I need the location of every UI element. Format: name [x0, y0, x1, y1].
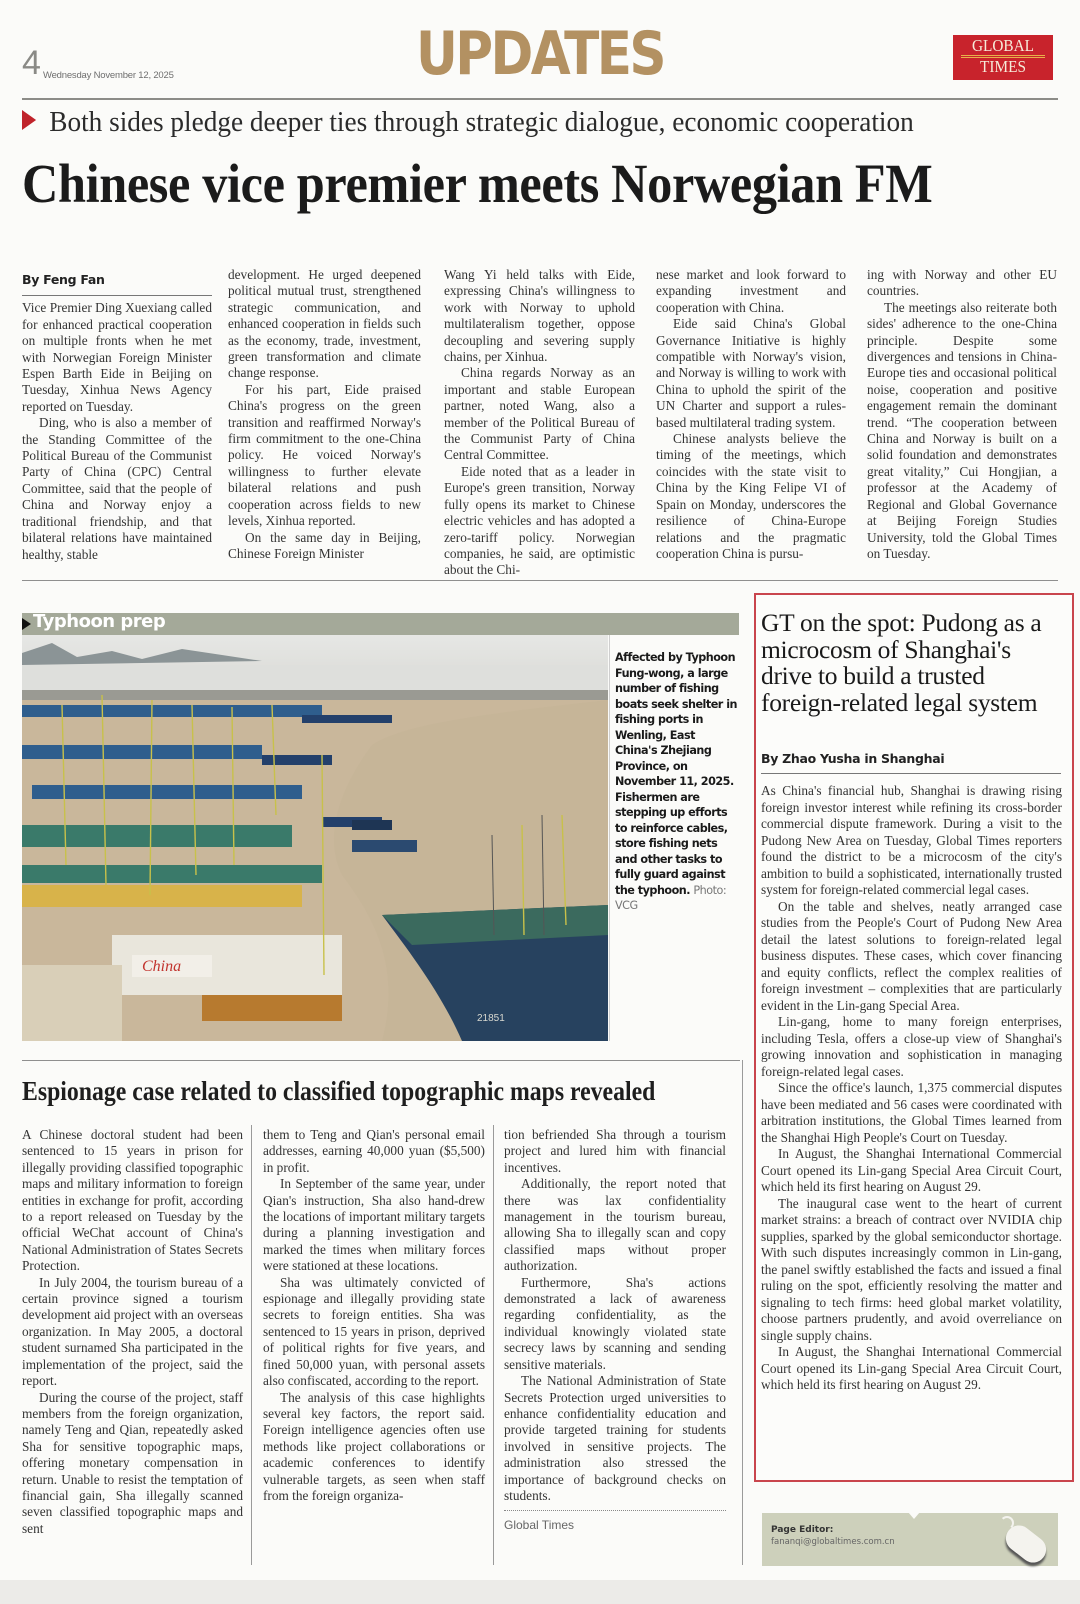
photo-section-bar: Typhoon prep: [22, 613, 739, 635]
column-divider: [251, 1125, 252, 1565]
espionage-column-2: them to Teng and Qian's personal email addresses, earning 40,000 yuan ($5,500) in profit. In September of the same year, under Qian's instruction, Sha also hand-drew the locations of important military targets during a planning investigation and marked the times when military forces were stationed at these locations. Sha was ultimately convicted of espionage and illegally providing state secrets to foreign entities. Sha was sentenced to 15 years in prison, deprived of political rights for five years, and fined 50,000 yuan, with personal assets also confiscated, according to the report. The analysis of this case highlights several key factors, the report said. Foreign intelligence agencies often use methods like project collaborations or academic conferences to identify vulnerable targets, as seen when staff from the foreign organiza-: [263, 1127, 485, 1503]
triangle-arrow-icon: [22, 110, 36, 130]
page-number: 4: [22, 44, 41, 82]
section-divider: [22, 1060, 740, 1061]
lead-headline: Chinese vice premier meets Norwegian FM: [22, 153, 933, 214]
lead-column-2: development. He urged deepened political mutual trust, strengthened strategic communication, and enhanced cooperation in fields such as the economy, trade, investment, green transformation and climate change response. For his part, Eide praised China's progress on the green transition and reaffirmed Norway's firm commitment to the one-China policy. He voiced Norway's willingness to further elevate bilateral relations and push cooperation across fields to new levels, Xinhua reported. On the same day in Beijing, Chinese Foreign Minister: [228, 267, 421, 561]
sidebar-headline: GT on the spot: Pudong as a microcosm of Shanghai's drive to build a trusted foreign-related legal system: [761, 608, 1042, 717]
sidebar-byline: By Zhao Yusha in Shanghai: [761, 751, 1061, 774]
fishing-boats-photo: [22, 635, 608, 1041]
triangle-arrow-icon: [22, 618, 31, 630]
global-times-logo: GLOBAL TIMES: [953, 35, 1053, 80]
espionage-column-1: A Chinese doctoral student had been sentenced to 15 years in prison for illegally providing classified topographic maps and military information to foreign entities in exchange for profit, according to a report released on Tuesday by the official WeChat account of China's National Administration of States Secrets Protection. In July 2004, the tourism bureau of a certain province signed a tourism development aid project with an overseas organization. In May 2005, a doctoral student surnamed Sha participated in the implementation of the project, said the report. During the course of the project, staff members from the foreign organization, namely Teng and Qian, repeatedly asked Sha for sensitive topographic maps, offering monetary compensation in return. Unable to resist the temptation of financial gain, Sha illegally scanned seven classified topographic maps and sent: [22, 1127, 243, 1536]
page-editor-label: Page Editor:: [771, 1525, 834, 1535]
espionage-column-3: tion befriended Sha through a tourism project and lured him with financial incentives. Additionally, the report noted that there was lax confidentiality management in the tourism bureau, allowing Sha to illegally scan and copy classified maps without proper authorization. Furthermore, Sha's actions demonstrated a lack of awareness regarding confidentiality, as the individual knowingly violated state secrecy laws by scanning and sending sensitive materials. The National Administration of State Secrets Protection urged universities to enhance confidentiality education and provide targeted training for students involved in sensitive projects. The administration also stressed the importance of background checks on students. Global Times: [504, 1127, 726, 1533]
photo-credit: Photo: VCG: [615, 883, 727, 912]
lead-column-4: nese market and look forward to expanding investment and cooperation with China. Eide said China's Global Governance Initiative is highly compatible with Norway's vision, and Norway is willing to work with China to uphold the spirit of the UN Charter and support a rules-based multilateral trading system. Chinese analysts believe the timing of the meetings, which coincides with the state visit to China by the King Felipe VI of Spain on Monday, underscores the resilience of China-Europe relations and the pragmatic cooperation China is pursu-: [656, 267, 846, 561]
page-editor-box: [762, 1513, 1058, 1566]
espionage-headline: Espionage case related to classified topographic maps revealed: [22, 1076, 656, 1106]
harbor-illustration: [22, 635, 608, 1041]
column-divider: [493, 1125, 494, 1565]
lead-column-5: ing with Norway and other EU countries. The meetings also reiterate both sides' adherence to the one-China principle. Despite some divergences and tensions in China-Europe ties and occasional political noise, cooperation and positive engagement remain the dominant trend. “The cooperation between China and Norway is built on a solid foundation and demonstrates great vitality,” Cui Hongjian, a professor at the Academy of Regional and Global Governance at Beijing Foreign Studies University, told the Global Times on Tuesday.: [867, 267, 1057, 561]
section-divider: [22, 580, 1058, 581]
svg-text:21851: 21851: [477, 1013, 505, 1024]
masthead-rule: [22, 98, 1058, 100]
issue-date: Wednesday November 12, 2025: [43, 70, 174, 81]
lead-column-1: By Feng Fan Vice Premier Ding Xuexiang called for enhanced practical cooperation on multiple fronts when he met with Norwegian Foreign Minister Espen Barth Eide in Beijing on Tuesday, Xinhua News Agency reported on Tuesday. Ding, who is also a member of the Standing Committee of the Political Bureau of the Communist Party of China (CPC) Central Committee, said that the people of China and Norway enjoy a traditional friendship, and that bilateral relations have maintained healthy, stable: [22, 272, 212, 562]
section-title: UPDATES: [415, 19, 665, 89]
sidebar-body: As China's financial hub, Shanghai is drawing rising foreign investor interest while refining its cross-border commercial dispute framework. During a visit to the Pudong New Area on Tuesday, Global Times reporters found the district to be a microcosm of the city's ambition to build a sophisticated, internationally trusted system for foreign-related commercial legal cases. On the table and shelves, neatly arranged case studies from the People's Court of Pudong New Area detail the latest solutions to foreign-related legal business disputes. These cases, which cover financing and equity conflicts, reflect the complex realities of foreign investment – complexities that are particularly evident in the Lin-gang Special Area. Lin-gang, home to many foreign enterprises, including Tesla, offers a close-up view of Shanghai's growing innovation and sophistication in managing foreign-related legal cases. Since the office's launch, 1,375 commercial disputes have been mediated and 56 cases were coordinated with arbitration institutions, the Global Times learned from the Shanghai High People's Court on Tuesday. In August, the Shanghai International Commercial Court opened its Lin-gang Special Area Circuit Court, which held its first hearing on August 29. The inaugural case went to the heart of current market strains: a breach of contract over NVIDIA chip supplies, sparked by the global semiconductor shortage. With such disputes increasingly common in Lin-gang, the panel swiftly established the facts and issued a final ruling on the spot, efficiently resolving the matter and signaling to tech firms: heed global market volatility, choose partners prudently, and avoid overreliance on single supply chains. In August, the Shanghai International Commercial Court opened its Lin-gang Special Area Circuit Court, which held its first hearing on August 29.: [761, 783, 1062, 1392]
story-source: Global Times: [504, 1510, 726, 1533]
column-divider: [742, 1060, 743, 1565]
lead-kicker: Both sides pledge deeper ties through strategic dialogue, economic cooperation: [22, 106, 914, 139]
lead-column-3: Wang Yi held talks with Eide, expressing China's willingness to work with Norway to uphold multilateralism together, oppose decoupling and severing supply chains, per Xinhua. China regards Norway as an important and stable European partner, noted Wang, also a member of the Political Bureau of the Communist Party of China Central Committee. Eide noted that as a leader in Europe's green transition, Norway fully opens its market to Chinese electric vehicles and has adopted a zero-tariff policy. Norwegian companies, he said, are optimistic about the Chi-: [444, 267, 635, 578]
lead-byline: By Feng Fan: [22, 272, 212, 296]
page-editor-email: fananqi@globaltimes.com.cn: [771, 1537, 895, 1547]
caption-divider: [609, 635, 610, 1041]
svg-text:China: China: [142, 958, 182, 975]
photo-caption: Affected by Typhoon Fung-wong, a large number of fishing boats seek shelter in fishing ports in Wenling, East China's Zhejiang Province, on November 11, 2025. Fishermen are stepping up efforts to reinforce cables, store fishing nets and other tasks to fully guard against the typhoon. Photo: VCG: [615, 651, 738, 912]
